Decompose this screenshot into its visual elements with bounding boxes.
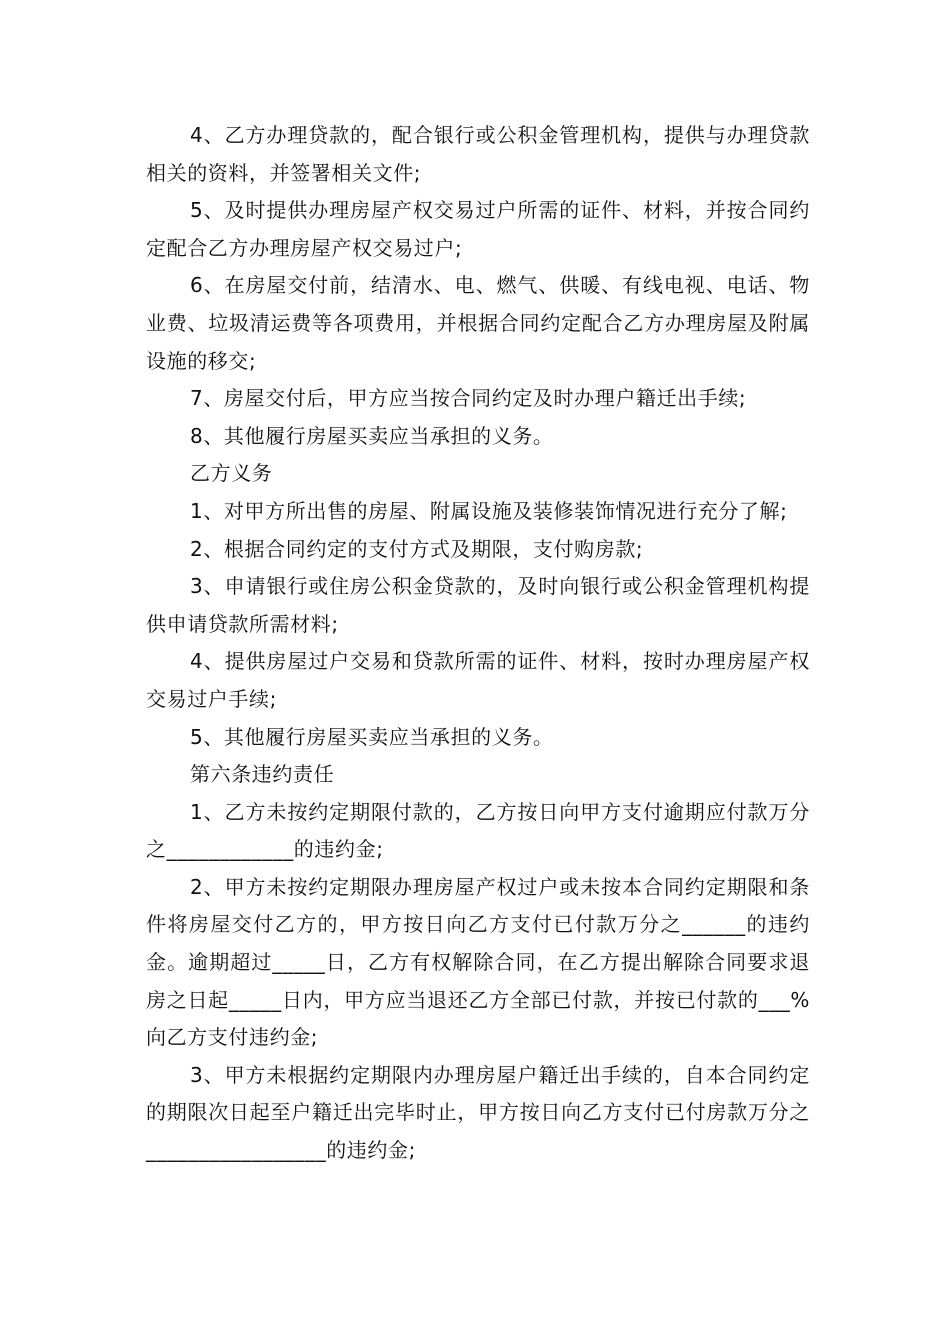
clause-buyer-4: 4、提供房屋过户交易和贷款所需的证件、材料，按时办理房屋产权交易过户手续; (146, 649, 810, 711)
clause-liability-1: 1、乙方未按约定期限付款的，乙方按日向甲方支付逾期应付款万分之____________的违约金; (146, 799, 810, 862)
clause-buyer-1: 1、对甲方所出售的房屋、附属设施及装修装饰情况进行充分了解; (190, 498, 788, 523)
section-heading-buyer-obligations: 乙方义务 (190, 461, 273, 486)
clause-seller-4: 4、乙方办理贷款的，配合银行或公积金管理机构，提供与办理贷款相关的资料，并签署相关文件; (146, 123, 810, 185)
document-body (146, 117, 810, 1170)
section-heading-article-6: 第六条违约责任 (190, 762, 335, 787)
clause-seller-8: 8、其他履行房屋买卖应当承担的义务。 (190, 423, 554, 448)
clause-buyer-3: 3、申请银行或住房公积金贷款的，及时向银行或公积金管理机构提供申请贷款所需材料; (146, 574, 810, 636)
clause-seller-7: 7、房屋交付后，甲方应当按合同约定及时办理户籍迁出手续; (190, 386, 747, 411)
clause-seller-6: 6、在房屋交付前，结清水、电、燃气、供暖、有线电视、电话、物业费、垃圾清运费等各项费用，并根据合同约定配合乙方办理房屋及附属设施的移交; (146, 273, 810, 373)
clause-liability-2: 2、甲方未按约定期限办理房屋产权过户或未按本合同约定期限和条件将房屋交付乙方的，甲方按日向乙方支付已付款万分之______的违约金。逾期超过_____日，乙方有权解除合同，在乙方提出解除合同要求退房之日起_____日内，甲方应当退还乙方全部已付款，并按已付款的___%向乙方支付违约金; (146, 874, 810, 1050)
clause-buyer-2: 2、根据合同约定的支付方式及期限，支付购房款; (190, 536, 644, 561)
clause-liability-3: 3、甲方未根据约定期限内办理房屋户籍迁出手续的，自本合同约定的期限次日起至户籍迁出完毕时止，甲方按日向乙方支付已付房款万分之_________________的违约金; (146, 1062, 810, 1163)
clause-buyer-5: 5、其他履行房屋买卖应当承担的义务。 (190, 724, 554, 749)
clause-seller-5: 5、及时提供办理房屋产权交易过户所需的证件、材料，并按合同约定配合乙方办理房屋产权交易过户; (146, 198, 810, 260)
